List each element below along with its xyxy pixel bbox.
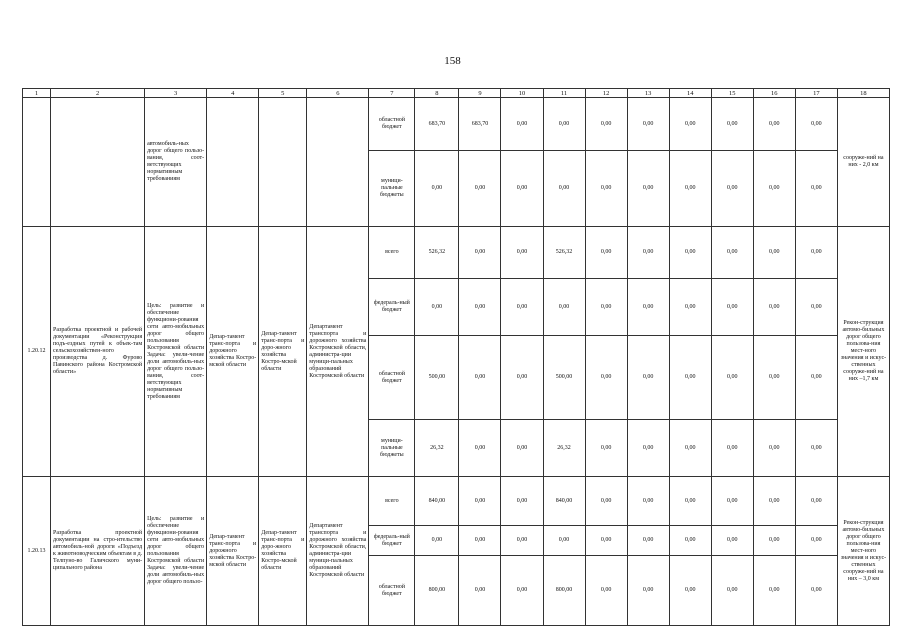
amount-cell: 683,70 <box>415 98 459 151</box>
amount-cell: 0,00 <box>753 98 795 151</box>
item-name: Разработка проектной и рабочей документации «Реконструкция подъ-ездных путей к объек-там сельскохозяйствен-ного производства д. Фурово Павинского района Костромской области» <box>51 227 145 477</box>
funding-source: всего <box>369 477 415 526</box>
amount-cell: 0,00 <box>753 420 795 477</box>
amount-cell: 0,00 <box>459 151 501 227</box>
amount-cell: 0,00 <box>795 420 837 477</box>
amount-cell: 0,00 <box>459 420 501 477</box>
amount-cell: 0,00 <box>795 526 837 556</box>
amount-cell: 0,00 <box>585 227 627 279</box>
amount-cell: 0,00 <box>669 336 711 420</box>
amount-cell: 0,00 <box>501 279 543 336</box>
amount-cell: 0,00 <box>753 227 795 279</box>
amount-cell: 0,00 <box>795 477 837 526</box>
header-cell: 9 <box>459 89 501 98</box>
amount-cell: 0,00 <box>585 477 627 526</box>
amount-cell: 0,00 <box>669 227 711 279</box>
funding-source: областной бюджет <box>369 556 415 626</box>
header-cell: 18 <box>837 89 889 98</box>
table-row <box>23 227 890 279</box>
amount-cell: 0,00 <box>669 279 711 336</box>
amount-cell: 0,00 <box>795 98 837 151</box>
expected-result: Рекон-струкция автомо-бильных дорог общего пользова-ния мест-ного значения и искус-ственных сооруже-ний на них –1,7 км <box>837 227 889 477</box>
amount-cell: 0,00 <box>543 526 585 556</box>
amount-cell: 0,00 <box>501 526 543 556</box>
header-cell: 10 <box>501 89 543 98</box>
co-executor <box>259 98 307 227</box>
budget-table <box>22 88 890 626</box>
amount-cell: 0,00 <box>627 420 669 477</box>
expected-result: Рекон-струкция автомо-бильных дорог общего пользова-ния мест-ного значения и искус-ственных сооруже-ний на них – 3,0 км <box>837 477 889 626</box>
amount-cell: 0,00 <box>459 227 501 279</box>
funding-source: областной бюджет <box>369 98 415 151</box>
amount-cell: 0,00 <box>415 526 459 556</box>
amount-cell: 526,32 <box>543 227 585 279</box>
amount-cell: 0,00 <box>627 279 669 336</box>
amount-cell: 0,00 <box>627 526 669 556</box>
responsible-executor <box>207 98 259 227</box>
item-name <box>51 98 145 227</box>
amount-cell: 0,00 <box>795 227 837 279</box>
item-number: 1.20.12 <box>23 227 51 477</box>
amount-cell: 0,00 <box>627 336 669 420</box>
amount-cell: 0,00 <box>501 227 543 279</box>
header-cell: 12 <box>585 89 627 98</box>
header-cell: 14 <box>669 89 711 98</box>
amount-cell: 0,00 <box>459 336 501 420</box>
header-cell: 7 <box>369 89 415 98</box>
header-cell: 3 <box>145 89 207 98</box>
amount-cell: 0,00 <box>795 336 837 420</box>
amount-cell: 0,00 <box>585 151 627 227</box>
header-cell: 4 <box>207 89 259 98</box>
amount-cell: 0,00 <box>627 227 669 279</box>
item-number: 1.20.13 <box>23 477 51 626</box>
amount-cell: 0,00 <box>543 279 585 336</box>
header-cell: 8 <box>415 89 459 98</box>
amount-cell: 0,00 <box>753 477 795 526</box>
amount-cell: 840,00 <box>415 477 459 526</box>
amount-cell: 0,00 <box>711 279 753 336</box>
participants: Департамент транспорта и дорожного хозяйства Костромской области, администра-ции муници-пальных образований Костромской области <box>307 227 369 477</box>
amount-cell: 683,70 <box>459 98 501 151</box>
amount-cell: 0,00 <box>585 526 627 556</box>
amount-cell: 500,00 <box>543 336 585 420</box>
amount-cell: 0,00 <box>585 420 627 477</box>
amount-cell: 0,00 <box>501 477 543 526</box>
header-cell: 2 <box>51 89 145 98</box>
amount-cell: 0,00 <box>669 556 711 626</box>
item-goal: Цель: развитие и обеспечение функциони-рования сети авто-мобильных дорог общего пользования Костромской области Задача: увели-чение доли автомобиль-ных дорог общего пользо-вания, соот-ветствующих нормативным требованиям <box>145 227 207 477</box>
amount-cell: 0,00 <box>501 98 543 151</box>
amount-cell: 0,00 <box>711 556 753 626</box>
amount-cell: 0,00 <box>711 477 753 526</box>
header-cell: 6 <box>307 89 369 98</box>
amount-cell: 0,00 <box>543 151 585 227</box>
amount-cell: 800,00 <box>415 556 459 626</box>
header-cell: 11 <box>543 89 585 98</box>
item-number <box>23 98 51 227</box>
funding-source: федераль-ный бюджет <box>369 526 415 556</box>
amount-cell: 26,32 <box>543 420 585 477</box>
header-cell: 5 <box>259 89 307 98</box>
amount-cell: 0,00 <box>795 151 837 227</box>
amount-cell: 0,00 <box>711 336 753 420</box>
amount-cell: 0,00 <box>753 151 795 227</box>
amount-cell: 526,32 <box>415 227 459 279</box>
amount-cell: 0,00 <box>669 526 711 556</box>
header-cell: 1 <box>23 89 51 98</box>
amount-cell: 0,00 <box>669 420 711 477</box>
header-cell: 16 <box>753 89 795 98</box>
amount-cell: 0,00 <box>627 477 669 526</box>
participants <box>307 98 369 227</box>
amount-cell: 800,00 <box>543 556 585 626</box>
amount-cell: 0,00 <box>711 526 753 556</box>
co-executor: Депар-тамент транс-порта и доро-жного хозяйства Костро-мской области <box>259 477 307 626</box>
amount-cell: 26,32 <box>415 420 459 477</box>
item-name: Разработка проектной документации на стро-ительство автомобиль-ной дороги «Подъезд к животноводческим объектам в д. Телпуно-во Галичского муни-ципального района <box>51 477 145 626</box>
amount-cell: 0,00 <box>669 98 711 151</box>
amount-cell: 0,00 <box>501 556 543 626</box>
funding-source: областной бюджет <box>369 336 415 420</box>
amount-cell: 0,00 <box>543 98 585 151</box>
responsible-executor: Депар-тамент транс-порта и дорожного хозяйства Костро-мской области <box>207 227 259 477</box>
amount-cell: 0,00 <box>711 420 753 477</box>
amount-cell: 0,00 <box>459 477 501 526</box>
amount-cell: 0,00 <box>669 151 711 227</box>
participants: Департамент транспорта и дорожного хозяйства Костромской области, администра-ции муници-пальных образований Костромской области <box>307 477 369 626</box>
amount-cell: 0,00 <box>415 279 459 336</box>
co-executor: Депар-тамент транс-порта и доро-жного хозяйства Костро-мской области <box>259 227 307 477</box>
amount-cell: 0,00 <box>501 336 543 420</box>
amount-cell: 0,00 <box>753 336 795 420</box>
amount-cell: 0,00 <box>501 151 543 227</box>
amount-cell: 0,00 <box>669 477 711 526</box>
table-row <box>23 98 890 151</box>
amount-cell: 0,00 <box>415 151 459 227</box>
amount-cell: 500,00 <box>415 336 459 420</box>
amount-cell: 840,00 <box>543 477 585 526</box>
amount-cell: 0,00 <box>585 98 627 151</box>
item-goal: Цель: развитие и обеспечение функциони-рования сети авто-мобильных дорог общего пользования Костромской области Задача: увели-чение доли автомобиль-ных дорог общего пользо- <box>145 477 207 626</box>
amount-cell: 0,00 <box>711 227 753 279</box>
page-number: 158 <box>444 55 461 67</box>
amount-cell: 0,00 <box>585 556 627 626</box>
amount-cell: 0,00 <box>627 556 669 626</box>
amount-cell: 0,00 <box>627 98 669 151</box>
funding-source: всего <box>369 227 415 279</box>
amount-cell: 0,00 <box>501 420 543 477</box>
amount-cell: 0,00 <box>795 279 837 336</box>
amount-cell: 0,00 <box>585 279 627 336</box>
funding-source: муници-пальные бюджеты <box>369 151 415 227</box>
responsible-executor: Депар-тамент транс-порта и дорожного хозяйства Костро-мской области <box>207 477 259 626</box>
amount-cell: 0,00 <box>753 556 795 626</box>
amount-cell: 0,00 <box>585 336 627 420</box>
amount-cell: 0,00 <box>459 279 501 336</box>
amount-cell: 0,00 <box>711 98 753 151</box>
amount-cell: 0,00 <box>711 151 753 227</box>
funding-source: федераль-ный бюджет <box>369 279 415 336</box>
amount-cell: 0,00 <box>627 151 669 227</box>
amount-cell: 0,00 <box>459 526 501 556</box>
amount-cell: 0,00 <box>753 279 795 336</box>
header-cell: 15 <box>711 89 753 98</box>
table-row <box>23 477 890 526</box>
amount-cell: 0,00 <box>459 556 501 626</box>
header-row <box>23 89 890 98</box>
expected-result: сооруже-ний на них - 2,0 км <box>837 98 889 227</box>
header-cell: 17 <box>795 89 837 98</box>
item-goal: автомобиль-ных дорог общего пользо-вания, соот-ветствующих нормативным требованиям <box>145 98 207 227</box>
header-cell: 13 <box>627 89 669 98</box>
funding-source: муници-пальные бюджеты <box>369 420 415 477</box>
amount-cell: 0,00 <box>795 556 837 626</box>
amount-cell: 0,00 <box>753 526 795 556</box>
